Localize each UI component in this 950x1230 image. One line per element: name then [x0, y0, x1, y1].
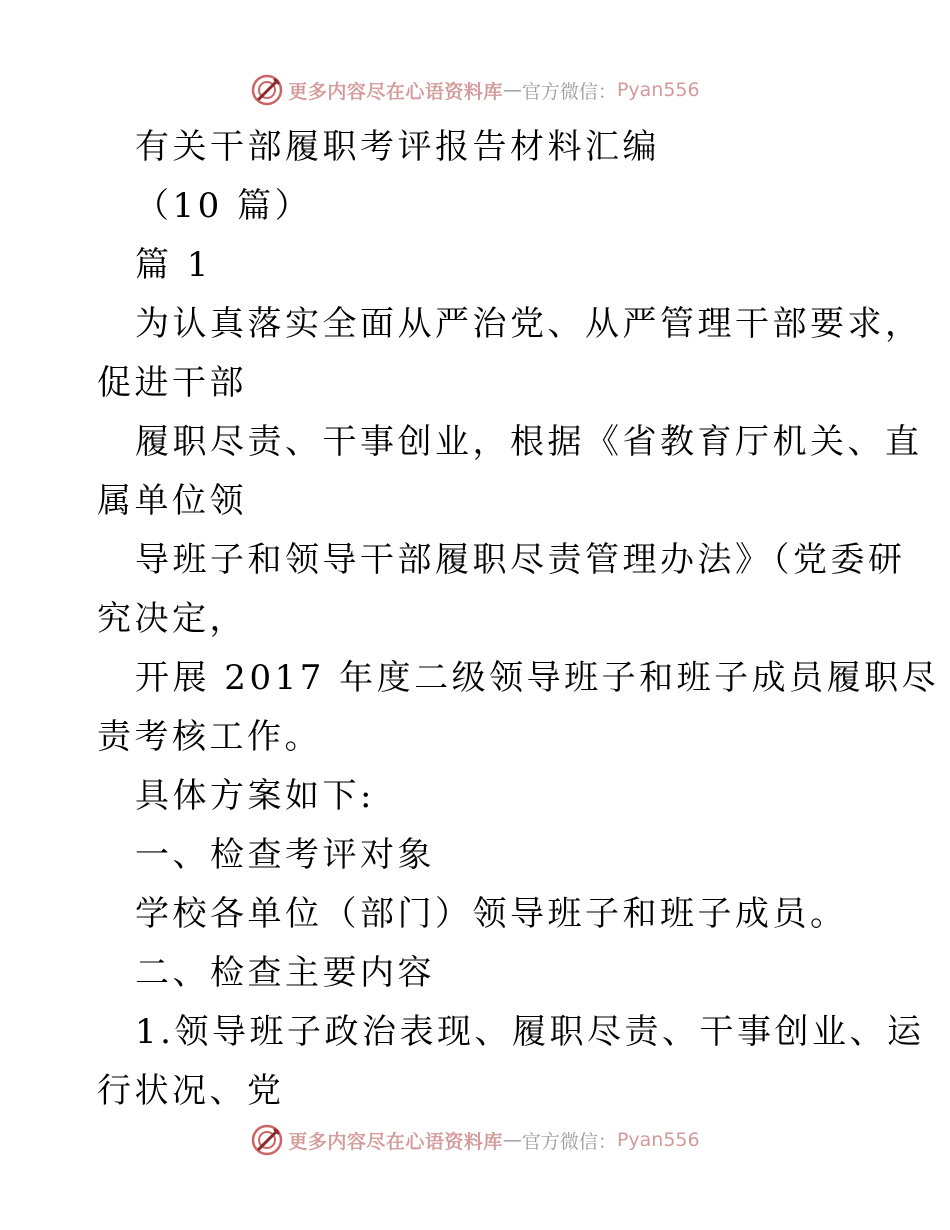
paragraph-line: 履职尽责、干事创业，根据《省教育厅机关、直: [135, 422, 923, 462]
document-subtitle: （10 篇）: [135, 186, 313, 226]
section-heading: 二、检查主要内容: [135, 953, 435, 993]
paragraph-line: 促进干部: [97, 363, 247, 403]
paragraph-line: 属单位领: [97, 481, 247, 521]
paragraph-line: 究决定，: [97, 599, 247, 639]
document-title: 有关干部履职考评报告材料汇编: [135, 127, 660, 167]
paragraph-line: 责考核工作。: [97, 717, 322, 757]
watermark-text: 更多内容尽在心语资料库: [288, 1130, 503, 1153]
paragraph-line: 学校各单位（部门）领导班子和班子成员。: [135, 894, 848, 934]
watermark-wechat-id: Pyan556: [616, 79, 700, 101]
paragraph-line: 导班子和领导干部履职尽责管理办法》（党委研: [135, 540, 906, 580]
watermark-separator: —: [502, 1129, 522, 1151]
section-heading: 一、检查考评对象: [135, 835, 435, 875]
paragraph-line: 1.领导班子政治表现、履职尽责、干事创业、运: [135, 1012, 925, 1052]
paragraph-line: 具体方案如下:: [135, 776, 375, 816]
footer-watermark: [0, 1120, 950, 1160]
document-body: [97, 118, 940, 1121]
logo-icon: [250, 1123, 284, 1157]
watermark-wechat-label: 官方微信：: [521, 80, 617, 103]
section-heading: 篇 1: [135, 245, 212, 285]
watermark-wechat-label: 官方微信：: [521, 1130, 617, 1153]
paragraph-line: 行状况、党: [97, 1071, 285, 1111]
paragraph-line: 为认真落实全面从严治党、从严管理干部要求，: [135, 304, 923, 344]
header-watermark: [0, 70, 950, 110]
watermark-separator: —: [502, 79, 522, 101]
paragraph-line: 开展 2017 年度二级领导班子和班子成员履职尽: [135, 658, 940, 698]
logo-icon: [250, 73, 284, 107]
watermark-text: 更多内容尽在心语资料库: [288, 80, 503, 103]
watermark-wechat-id: Pyan556: [616, 1129, 700, 1151]
